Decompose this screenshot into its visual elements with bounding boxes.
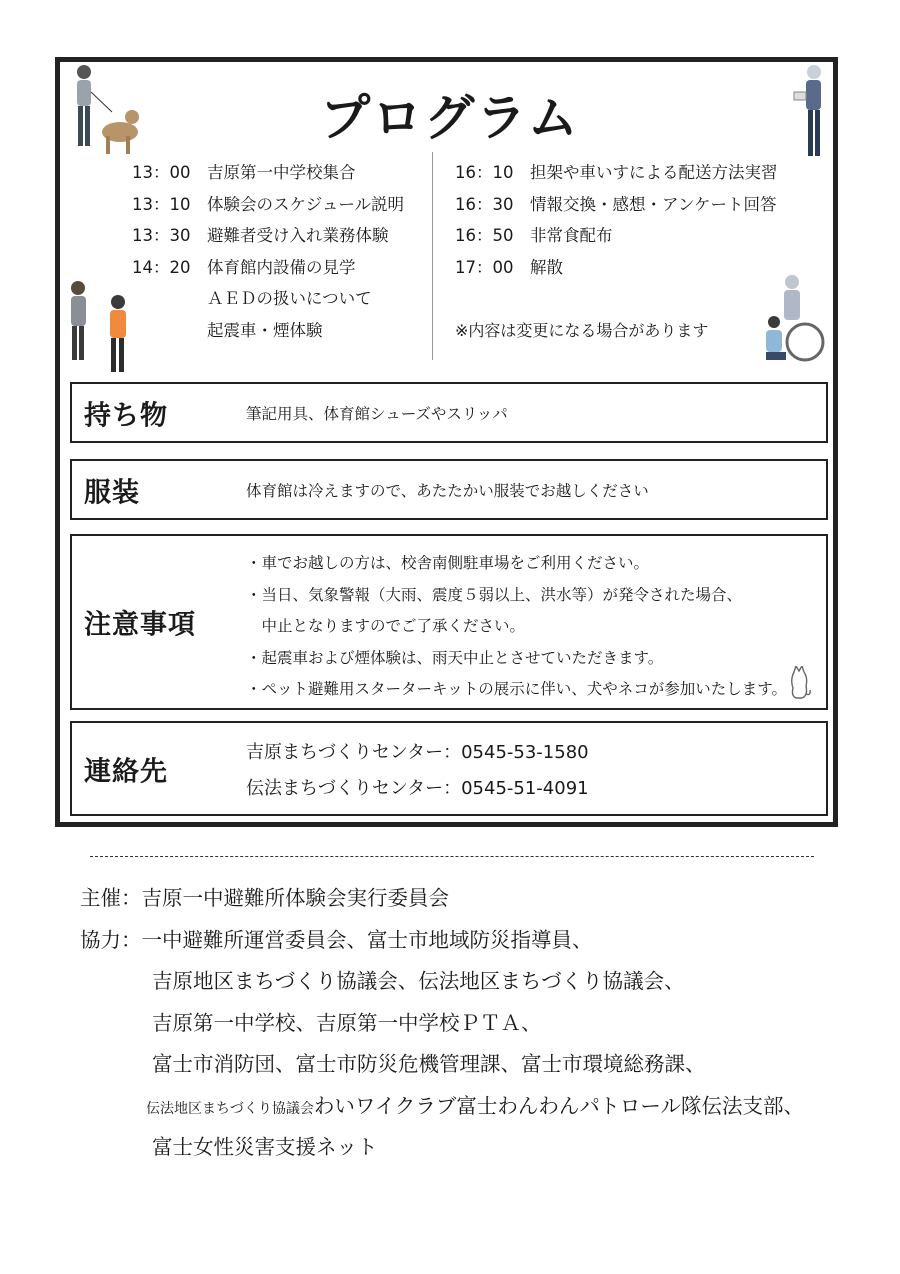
contact-box — [70, 721, 828, 816]
notes-line: ・当日、気象警報（大雨、震度５弱以上、洪水等）が発令された場合、 — [246, 585, 743, 604]
notes-line: ・車でお越しの方は、校舎南側駐車場をご利用ください。 — [246, 554, 650, 572]
schedule-right — [455, 157, 778, 283]
cooperation-line: 吉原地区まちづくり協議会、伝法地区まちづくり協議会、 — [152, 969, 685, 993]
clothing-text: 体育館は冷えますので、あたたかい服装でお越しください — [246, 481, 649, 500]
organizer-line: 主催：吉原一中避難所体験会実行委員会 — [80, 886, 449, 910]
schedule-row: 17：00 解散 — [455, 257, 563, 277]
program-title: プログラム — [320, 89, 580, 147]
schedule-subitem: ＡＥＤの扱いについて — [207, 289, 372, 308]
wheelchair-assistance-illustration — [760, 272, 835, 372]
notes-line: 中止となりますのでご了承ください。 — [246, 617, 526, 635]
schedule-note: ※内容は変更になる場合があります — [455, 321, 709, 340]
cat-icon — [788, 666, 812, 700]
items-box — [70, 382, 828, 443]
footer-credits — [80, 878, 804, 1169]
clothing-label: 服装 — [84, 477, 140, 508]
two-people-talking-illustration — [66, 276, 136, 376]
schedule-row: 13：30 避難者受け入れ業務体験 — [132, 226, 389, 245]
contact-line: 伝法まちづくりセンター：0545-51-4091 — [246, 778, 589, 799]
cooperation-line: 富士市消防団、富士市防災危機管理課、富士市環境総務課、 — [152, 1052, 706, 1076]
notes-box — [70, 534, 828, 710]
contact-line: 吉原まちづくりセンター：0545-53-1580 — [246, 742, 589, 763]
cooperation-line: 吉原第一中学校、吉原第一中学校ＰＴＡ、 — [152, 1010, 542, 1035]
schedule-row: 16：50 非常食配布 — [455, 226, 613, 245]
contact-label: 連絡先 — [84, 756, 168, 787]
dashed-divider — [90, 856, 814, 857]
notes-list — [246, 548, 787, 706]
items-label: 持ち物 — [84, 400, 168, 431]
schedule-row: 16：30 情報交換・感想・アンケート回答 — [455, 194, 777, 214]
contact-list — [246, 735, 589, 807]
schedule-row: 13：00 吉原第一中学校集合 — [132, 163, 356, 182]
clothing-box — [70, 459, 828, 520]
schedule-row: 14：20 体育館内設備の見学 — [132, 257, 356, 277]
notes-line: ・ペット避難用スターターキットの展示に伴い、犬やネコが参加いたします。 — [246, 680, 787, 698]
schedule-row: 16：10 担架や車いすによる配送方法実習 — [455, 163, 778, 182]
cooperation-line: 協力：一中避難所運営委員会、富士市地域防災指導員、 — [80, 927, 593, 952]
cooperation-text: わいワイクラブ富士わんわんパトロール隊伝法支部、 — [313, 1093, 805, 1118]
items-text: 筆記用具、体育館シューズやスリッパ — [246, 404, 508, 423]
cooperation-line: 富士女性災害支援ネット — [152, 1135, 378, 1159]
schedule-divider — [432, 152, 433, 360]
cooperation-line — [80, 1086, 804, 1128]
notes-label: 注意事項 — [84, 609, 196, 641]
cooperation-small-text: 伝法地区まちづくり協議会 — [146, 1100, 314, 1117]
notes-line: ・起震車および煙体験は、雨天中止とさせていただきます。 — [246, 648, 664, 667]
schedule-row: 13：10 体験会のスケジュール説明 — [132, 194, 405, 214]
schedule-subitem: 起震車・煙体験 — [207, 320, 323, 340]
schedule-left — [132, 157, 404, 346]
